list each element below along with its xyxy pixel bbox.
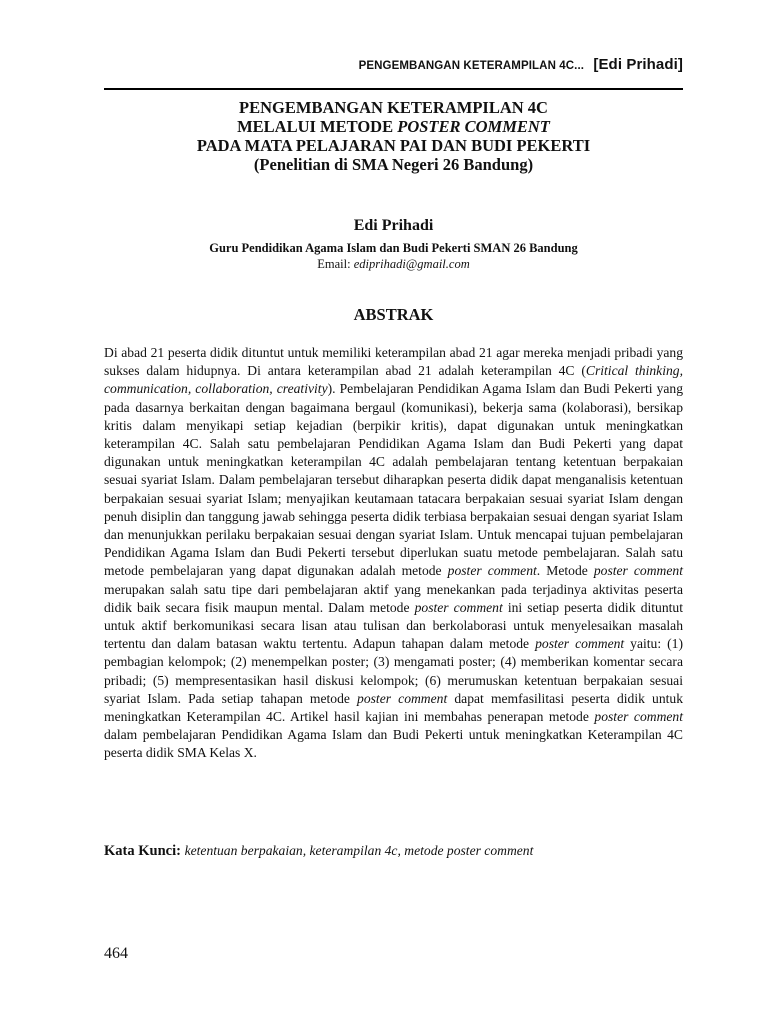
- abstract-text: ini setiap peserta didik dituntut untuk aktif berkomunikasi secara lisan atau tulisan dan berkolaborasi untuk menyelesaikan masalah tertentu dan dalam batasan waktu tertentu. Adapun tahapan dalam metode: [104, 599, 683, 652]
- abstract-italic: poster comment: [414, 599, 503, 615]
- abstract-body: [104, 344, 683, 763]
- abstract-italic: poster comment: [593, 563, 683, 579]
- author-name: Edi Prihadi: [353, 217, 434, 234]
- title-line-3: PADA MATA PELAJARAN PAI DAN BUDI PEKERTI: [196, 136, 591, 155]
- email-address: ediprihadi@gmail.com: [353, 257, 470, 271]
- abstract-text: dalam pembelajaran Pendidikan Agama Islam dan Budi Pekerti untuk meningkatkan Keterampilan 4C peserta didik SMA Kelas X.: [104, 727, 683, 761]
- keywords-text: ketentuan berpakaian, keterampilan 4c, metode poster comment: [184, 843, 534, 858]
- abstract-text: merupakan salah satu tipe dari pembelajaran aktif yang menekankan pada terjadinya aktivitas peserta didik baik secara fisik maupun mental. Dalam metode: [104, 581, 683, 615]
- abstract-italic: poster comment: [535, 636, 625, 652]
- abstract-italic: poster comment: [357, 690, 448, 706]
- abstract-italic: poster comment: [447, 563, 537, 579]
- header-rule: [104, 88, 683, 90]
- author-email-line: [104, 256, 683, 272]
- abstract-text: ). Pembelajaran Pendidikan Agama Islam dan Budi Pekerti yang pada dasarnya berkaitan dengan bagaimana bergaul (komunikasi), bekerja sama (kolaborasi), bersikap kritis dalam menyikapi setiap kejadian (berpikir kritis), dapat digunakan untuk meningkatkan keterampilan 4C. Salah satu pembelajaran Pendidikan Agama Islam dan Budi Pekerti yang dapat digunakan untuk meningkatkan keterampilan 4C adalah pembelajaran tentang ketentuan berpakaian sesuai syariat Islam. Dalam pembelajaran tersebut diharapkan peserta didik dapat menganalisis ketentuan berpakaian sesuai syariat Islam; menyajikan keutamaan tatacara berpakaian sesuai syariat Islam dengan penuh disiplin dan tanggung jawab sehingga peserta didik terbiasa berpakaian sesuai dengan syariat Islam dan menunjukkan perilaku berpakaian sesuai dengan syariat Islam. Untuk mencapai tujuan pembelajaran Pendidikan Agama Islam dan Budi Pekerti tersebut diperlukan suatu metode pembelajaran. Salah satu metode pembelajaran yang dapat digunakan adalah metode: [104, 381, 683, 579]
- running-title: PENGEMBANGAN KETERAMPILAN 4C...: [358, 60, 585, 72]
- abstract-italic: Critical thinking, communication, collaboration, creativity: [104, 363, 683, 397]
- abstract-italic: poster comment: [594, 709, 683, 725]
- abstract-text: . Metode: [536, 563, 594, 579]
- page-number: 464: [104, 945, 128, 962]
- author-block: [104, 215, 683, 272]
- abstract-text: dapat memfasilitasi peserta didik untuk meningkatkan Keterampilan 4C. Artikel hasil kajian ini membahas penerapan metode: [104, 690, 683, 725]
- title-line-4: (Penelitian di SMA Negeri 26 Bandung): [253, 155, 534, 174]
- abstract-paragraph: [104, 344, 683, 763]
- title-line-2: [104, 117, 683, 136]
- title-line-1: PENGEMBANGAN KETERAMPILAN 4C: [239, 98, 548, 117]
- running-header: [104, 56, 683, 73]
- paper-title: [104, 98, 683, 174]
- abstract-text: Di abad 21 peserta didik dituntut untuk memiliki keterampilan abad 21 agar mereka menjadi pribadi yang sukses dalam hidupnya. Di antara keterampilan abad 21 adalah keterampilan 4C (: [104, 345, 683, 379]
- running-author: [Edi Prihadi]: [593, 56, 683, 73]
- keywords-label: Kata Kunci:: [104, 843, 185, 859]
- keywords: [104, 843, 683, 860]
- title-line-2-prefix: MELALUI METODE: [237, 117, 398, 136]
- abstract-text: yaitu: (1) pembagian kelompok; (2) menempelkan poster; (3) mengamati poster; (4) memberikan komentar secara pribadi; (5) mempresentasikan hasil diskusi kelompok; (6) merumuskan ketentuan berpakaian sesuai syariat Islam. Pada setiap tahapan metode: [104, 636, 683, 706]
- abstract-heading: ABSTRAK: [353, 305, 434, 324]
- title-line-2-italic: POSTER COMMENT: [397, 117, 550, 136]
- email-label: Email:: [317, 257, 354, 271]
- author-affiliation: Guru Pendidikan Agama Islam dan Budi Pekerti SMAN 26 Bandung: [209, 241, 578, 255]
